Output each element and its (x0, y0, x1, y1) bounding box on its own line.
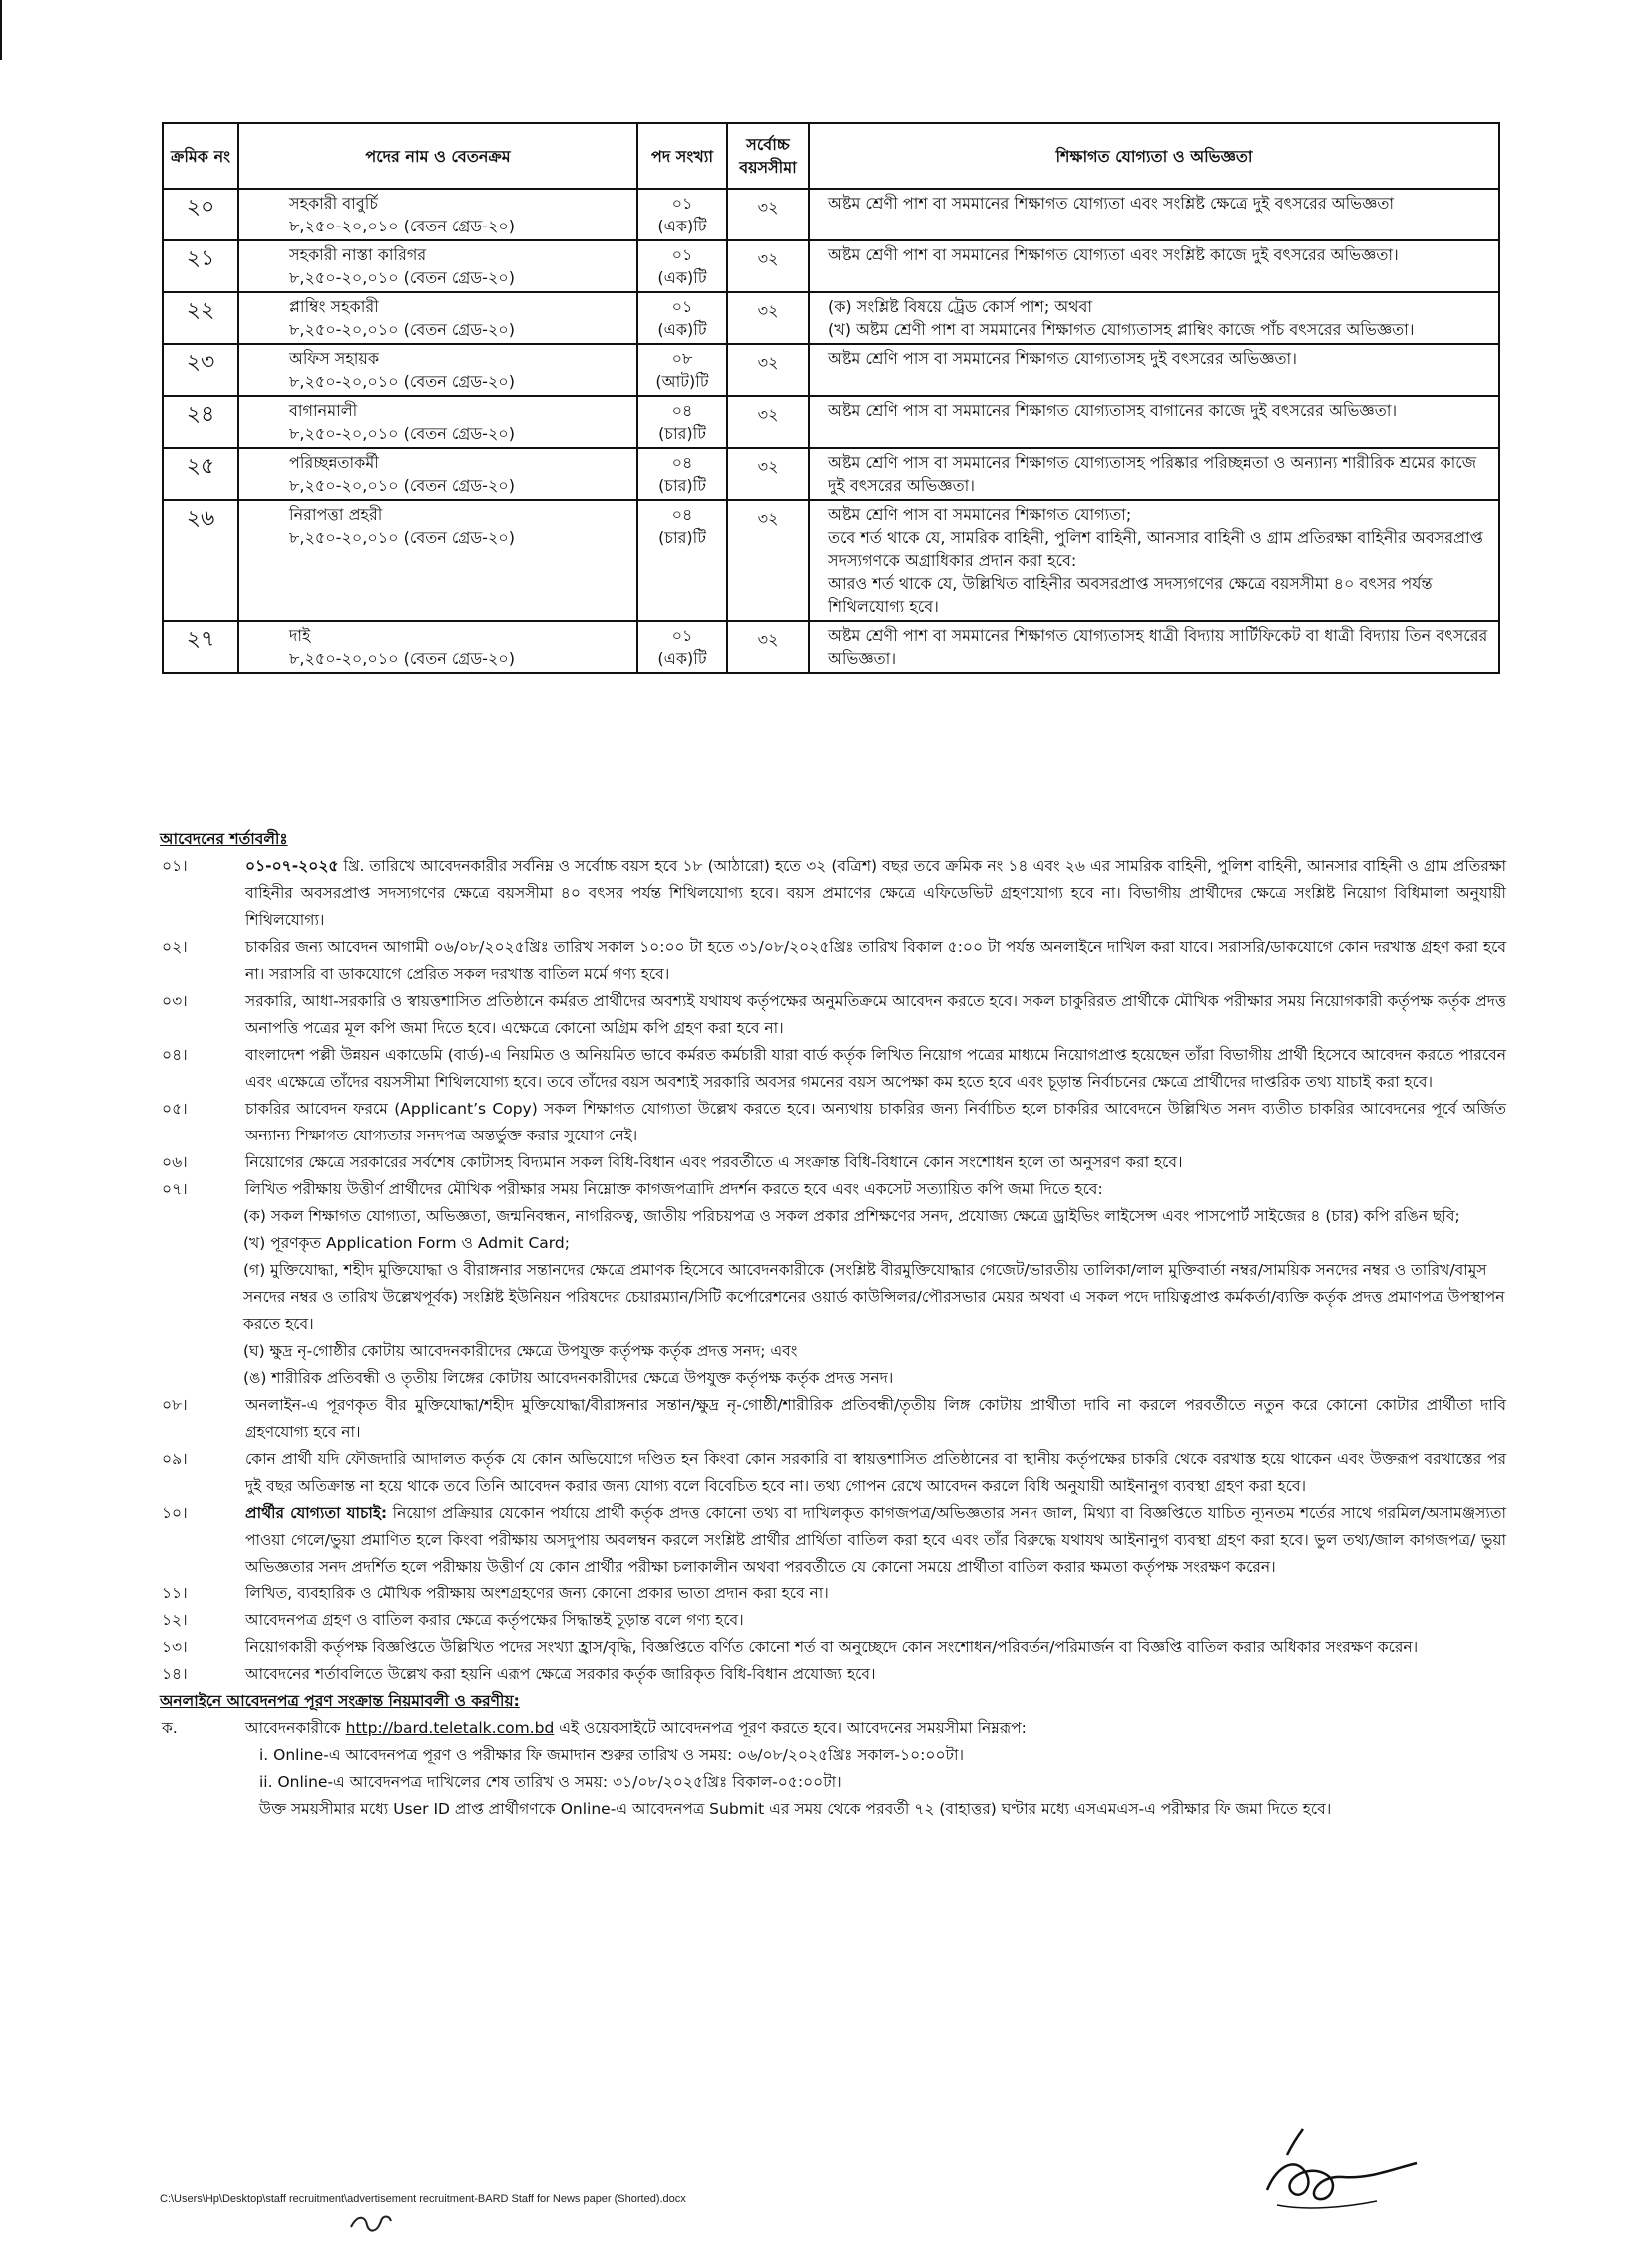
qualification-line: অষ্টম শ্রেণী পাশ বা সমমানের শিক্ষাগত যোগ্যতা এবং সংশ্লিষ্ট ক্ষেত্রে দুই বৎসরের অভিজ্ঞতা (828, 194, 1395, 213)
header-serial: ক্রমিক নং (163, 123, 238, 189)
row-count-cell (637, 344, 727, 396)
row-pay-scale: ৮,২৫০-২০,০১০ (বেতন গ্রেড-২০) (289, 649, 515, 668)
row-post-name: দাই (289, 626, 311, 645)
conditions-section (160, 826, 1506, 1823)
row-post-cell (238, 240, 637, 292)
condition-number: ১০। (162, 1504, 188, 1522)
row-serial: ২২ (163, 292, 238, 344)
row-post-cell (238, 396, 637, 448)
row-pay-scale: ৮,২৫০-২০,০১০ (বেতন গ্রেড-২০) (289, 372, 515, 391)
row-serial: ২৭ (163, 621, 238, 673)
row-post-name: অফিস সহায়ক (289, 349, 380, 368)
online-item-number: ক. (162, 1719, 178, 1737)
condition-item (160, 1096, 1506, 1149)
condition-body: খ্রি. তারিখে আবেদনকারীর সর্বনিম্ন ও সর্বোচ্চ বয়স হবে ১৮ (আঠারো) হতে ৩২ (বত্রিশ) বছর তবে ক্রমিক নং ১৪ এবং ২৬ এর সামরিক বাহিনী, পুলিশ বাহিনী, আনসার বাহিনী ও গ্রাম প্রতিরক্ষা বাহিনীর অবসরপ্রাপ্ত সদস্যগণের ক্ষেত্রে বয়সসীমা ৪০ বৎসর পর্যন্ত শিথিলযোগ্য হবে। বয়স প্রমাণের ক্ষেত্রে এফিডেভিট গ্রহণযোগ্য হবে না। বিভাগীয় প্রার্থীদের ক্ষেত্রে সংশ্লিষ্ট নিয়োগ বিধিমালা অনুযায়ী শিথিলযোগ্য। (245, 857, 1506, 929)
condition-number: ০৮। (162, 1396, 188, 1414)
row-count: ০১ (671, 245, 693, 264)
row-count-cell (637, 396, 727, 448)
row-qualification (809, 240, 1499, 292)
condition-body: চাকরির জন্য আবেদন আগামী ০৬/০৮/২০২৫খ্রিঃ তারিখ সকাল ১০:০০ টা হতে ৩১/০৮/২০২৫খ্রিঃ তারিখ বিকাল ৫:০০ টা পর্যন্ত অনলাইনে দাখিল করা যাবে। সরাসরি/ডাকযোগে কোন দরখাস্ত গ্রহণ করা হবে না। সরাসরি বা ডাকযোগে প্রেরিত সকল দরখাস্ত বাতিল মর্মে গণ্য হবে। (245, 938, 1506, 983)
condition-bold-lead: ০১-০৭-২০২৫ (245, 857, 339, 875)
condition-text (245, 853, 1506, 934)
condition-text (245, 1661, 1506, 1688)
online-title: অনলাইনে আবেদনপত্র পূরণ সংক্রান্ত নিয়মাবলী ও করণীয়: (160, 1692, 520, 1710)
row-post-cell (238, 621, 637, 673)
row-pay-scale: ৮,২৫০-২০,০১০ (বেতন গ্রেড-২০) (289, 476, 515, 495)
table-row (163, 448, 1499, 500)
condition-text (245, 1581, 1506, 1607)
condition-text (245, 1446, 1506, 1500)
qualification-line: অষ্টম শ্রেণি পাস বা সমমানের শিক্ষাগত যোগ্যতাসহ পরিষ্কার পরিচ্ছন্নতা ও অন্যান্য শারীরিক শ্রমের কাজে দুই বৎসরের অভিজ্ঞতা। (828, 453, 1477, 495)
online-line-ii: ii. Online-এ আবেদনপত্র দাখিলের শেষ তারিখ ও সময়: ৩১/০৮/২০২৫খ্রিঃ বিকাল-০৫:০০টা। (259, 1773, 842, 1791)
row-post-cell (238, 344, 637, 396)
row-max-age: ৩২ (727, 292, 809, 344)
condition-text (245, 1149, 1506, 1176)
condition-number: ০১। (162, 857, 188, 875)
row-qualification (809, 189, 1499, 240)
signature-image (1247, 2115, 1427, 2225)
online-item (160, 1715, 1506, 1742)
condition-item (160, 1446, 1506, 1500)
row-qualification (809, 621, 1499, 673)
online-item-text (245, 1715, 1506, 1742)
condition-body: লিখিত, ব্যবহারিক ও মৌখিক পরীক্ষায় অংশগ্রহণের জন্য কোনো প্রকার ভাতা প্রদান করা হবে না। (245, 1585, 829, 1602)
scan-edge-line (0, 0, 2, 60)
row-pay-scale: ৮,২৫০-২০,০১০ (বেতন গ্রেড-২০) (289, 320, 515, 339)
row-qualification (809, 500, 1499, 621)
condition-item (160, 1149, 1506, 1176)
row-serial: ২৪ (163, 396, 238, 448)
condition-body: আবেদনপত্র গ্রহণ ও বাতিল করার ক্ষেত্রে কর্তৃপক্ষের সিদ্ধান্তই চূড়ান্ত বলে গণ্য হবে। (245, 1611, 744, 1629)
table-row (163, 240, 1499, 292)
condition-text (245, 1392, 1506, 1446)
condition-07-subitem: (ক) সকল শিক্ষাগত যোগ্যতা, অভিজ্ঞতা, জন্মনিবন্ধন, নাগরিকত্ব, জাতীয় পরিচয়পত্র ও সকল প্রকার প্রশিক্ষণের সনদ, প্রযোজ্য ক্ষেত্রে ড্রাইভিং লাইসেন্স এবং পাসপোর্ট সাইজের ৪ (চার) কপি রঙিন ছবি; (243, 1207, 1460, 1225)
table-row (163, 500, 1499, 621)
condition-item (160, 988, 1506, 1042)
online-intro-before: আবেদনকারীকে (245, 1719, 346, 1737)
row-pay-scale: ৮,২৫০-২০,০১০ (বেতন গ্রেড-২০) (289, 268, 515, 287)
condition-body: নিয়োগের ক্ষেত্রে সরকারের সর্বশেষ কোটাসহ বিদ্যমান সকল বিধি-বিধান এবং পরবর্তীতে এ সংক্রান্ত বিধি-বিধানে কোন সংশোধন হলে তা অনুসরণ করা হবে। (245, 1153, 1183, 1171)
row-qualification (809, 292, 1499, 344)
condition-07-subitem: (খ) পূরণকৃত Application Form ও Admit Card; (243, 1234, 570, 1252)
qualification-line: অষ্টম শ্রেণি পাস বা সমমানের শিক্ষাগত যোগ্যতাসহ দুই বৎসরের অভিজ্ঞতা। (828, 349, 1297, 368)
condition-item (160, 934, 1506, 988)
qualification-line: অষ্টম শ্রেণী পাশ বা সমমানের শিক্ষাগত যোগ্যতা এবং সংশ্লিষ্ট কাজে দুই বৎসরের অভিজ্ঞতা। (828, 245, 1399, 264)
condition-item (160, 853, 1506, 934)
header-post-name: পদের নাম ও বেতনক্রম (238, 123, 637, 189)
row-count: ০৪ (671, 401, 693, 420)
row-serial: ২৩ (163, 344, 238, 396)
teletalk-link[interactable]: http://bard.teletalk.com.bd (345, 1719, 555, 1737)
header-qualification: শিক্ষাগত যোগ্যতা ও অভিজ্ঞতা (809, 123, 1499, 189)
row-count-cell (637, 448, 727, 500)
row-post-cell (238, 189, 637, 240)
table-header-row (163, 123, 1499, 189)
row-pay-scale: ৮,২৫০-২০,০১০ (বেতন গ্রেড-২০) (289, 424, 515, 443)
row-post-cell (238, 292, 637, 344)
qualification-line: (খ) অষ্টম শ্রেণী পাশ বা সমমানের শিক্ষাগত যোগ্যতাসহ প্লাম্বিং কাজে পাঁচ বৎসরের অভিজ্ঞতা। (828, 320, 1415, 339)
condition-number: ০৬। (162, 1153, 188, 1171)
qualification-line: অষ্টম শ্রেণি পাস বা সমমানের শিক্ষাগত যোগ্যতাসহ বাগানের কাজে দুই বৎসরের অভিজ্ঞতা। (828, 401, 1398, 420)
condition-item (160, 1392, 1506, 1446)
condition-body: কোন প্রার্থী যদি ফৌজদারি আদালত কর্তৃক যে কোন অভিযোগে দণ্ডিত হন কিংবা কোন সরকারি বা স্বায়ত্তশাসিত প্রতিষ্ঠানের বা স্থানীয় কর্তৃপক্ষের চাকরি থেকে বরখাস্ত হয়ে থাকেন এবং উক্তরূপ বরখাস্তের পর দুই বছর অতিক্রান্ত না হয়ে থাকে তবে তিনি আবেদন করার জন্য যোগ্য বলে বিবেচিত হবে না। তথ্য গোপন রেখে আবেদন করলে বিধি অনুযায়ী আইনানুগ ব্যবস্থা গ্রহণ করা হবে। (245, 1450, 1506, 1495)
condition-number: ০৫। (162, 1100, 188, 1118)
row-count-words: (এক)টি (657, 217, 707, 235)
condition-number: ০৪। (162, 1046, 188, 1064)
row-count-cell (637, 500, 727, 621)
condition-07-subitem: (ঙ) শারীরিক প্রতিবন্ধী ও তৃতীয় লিঙ্গের কোটায় আবেদনকারীদের ক্ষেত্রে উপযুক্ত কর্তৃপক্ষ কর্তৃক প্রদত্ত সনদ। (243, 1369, 894, 1387)
row-count-words: (চার)টি (658, 528, 706, 547)
condition-item (160, 1634, 1506, 1661)
table-row (163, 292, 1499, 344)
row-max-age: ৩২ (727, 448, 809, 500)
qualification-line: (ক) সংশ্লিষ্ট বিষয়ে ট্রেড কোর্স পাশ; অথবা (828, 297, 1093, 316)
row-count-words: (এক)টি (657, 649, 707, 668)
condition-body: সরকারি, আধা-সরকারি ও স্বায়ত্তশাসিত প্রতিষ্ঠানে কর্মরত প্রার্থীদের অবশ্যই যথাযথ কর্তৃপক্ষের অনুমতিক্রমে আবেদন করতে হবে। সকল চাকুরিরত প্রার্থীকে মৌখিক পরীক্ষার সময় নিয়োগকারী কর্তৃপক্ষ কর্তৃক প্রদত্ত অনাপত্তি পত্রের মূল কপি জমা দিতে হবে। এক্ষেত্রে কোনো অগ্রিম কপি গ্রহণ করা হবে না। (245, 992, 1506, 1037)
condition-item (160, 1661, 1506, 1688)
row-count-words: (এক)টি (657, 268, 707, 287)
condition-text (245, 1176, 1506, 1203)
row-post-cell (238, 448, 637, 500)
qualification-line: আরও শর্ত থাকে যে, উল্লিখিত বাহিনীর অবসরপ্রাপ্ত সদস্যগণের ক্ষেত্রে বয়সসীমা ৪০ বৎসর পর্যন্ত শিথিলযোগ্য হবে। (828, 574, 1433, 616)
online-line-i: i. Online-এ আবেদনপত্র পূরণ ও পরীক্ষার ফি জমাদান শুরুর তারিখ ও সময়: ০৬/০৮/২০২৫খ্রিঃ সকাল-১০:০০টা। (259, 1746, 965, 1764)
row-count: ০৮ (671, 349, 693, 368)
row-count-words: (এক)টি (657, 320, 707, 339)
row-post-cell (238, 500, 637, 621)
condition-item (160, 1581, 1506, 1607)
condition-number: ০৯। (162, 1450, 188, 1468)
table-row (163, 189, 1499, 240)
condition-body: নিয়োগকারী কর্তৃপক্ষ বিজ্ঞপ্তিতে উল্লিখিত পদের সংখ্যা হ্রাস/বৃদ্ধি, বিজ্ঞপ্তিতে বর্ণিত কোনো শর্ত বা অনুচ্ছেদে কোন সংশোধন/পরিবর্তন/পরিমার্জন বা বিজ্ঞপ্তি বাতিল করার অধিকার সংরক্ষণ করেন। (245, 1638, 1419, 1656)
conditions-list-continued (160, 1392, 1506, 1688)
file-path-footer: C:\Users\Hp\Desktop\staff recruitment\advertisement recruitment-BARD Staff for News paper (Shorted).docx (160, 2193, 686, 2205)
row-pay-scale: ৮,২৫০-২০,০১০ (বেতন গ্রেড-২০) (289, 217, 515, 235)
condition-body: বাংলাদেশ পল্লী উন্নয়ন একাডেমি (বার্ড)-এ নিয়মিত ও অনিয়মিত ভাবে কর্মরত কর্মচারী যারা বার্ড কর্তৃক লিখিত নিয়োগ পত্রের মাধ্যমে নিয়োগপ্রাপ্ত হয়েছেন তাঁরা বিভাগীয় প্রার্থী হিসেবে আবেদন করতে পারবেন এবং এক্ষেত্রে তাঁদের বয়সসীমা শিথিলযোগ্য হবে। তবে তাঁদের বয়স অবশ্যই সরকারি অবসর গমনের বয়স অপেক্ষা কম হতে হবে এবং চূড়ান্ত নির্বাচনের ক্ষেত্রে প্রার্থীদের দাপ্তরিক তথ্য যাচাই করা হবে। (245, 1046, 1506, 1091)
condition-text (245, 1096, 1506, 1149)
table-body (163, 189, 1499, 673)
row-count: ০৪ (671, 505, 693, 524)
condition-number: ০২। (162, 938, 188, 956)
condition-body: লিখিত পরীক্ষায় উত্তীর্ণ প্রার্থীদের মৌখিক পরীক্ষার সময় নিম্নোক্ত কাগজপত্রাদি প্রদর্শন করতে হবে এবং একসেট সত্যায়িত কপি জমা দিতে হবে: (245, 1180, 1103, 1198)
condition-item (160, 1042, 1506, 1096)
row-pay-scale: ৮,২৫০-২০,০১০ (বেতন গ্রেড-২০) (289, 528, 515, 547)
condition-text (245, 1634, 1506, 1661)
row-count-cell (637, 240, 727, 292)
row-post-name: প্লাম্বিং সহকারী (289, 297, 379, 316)
condition-number: ১৩। (162, 1638, 188, 1656)
condition-body: চাকরির আবেদন ফরমে (Applicant’s Copy) সকল শিক্ষাগত যোগ্যতা উল্লেখ করতে হবে। অন্যথায় চাকরির জন্য নির্বাচিত হলে চাকরির আবেদনে উল্লিখিত সনদ ব্যতীত চাকরির আবেদনের পূর্বে অর্জিত অন্যান্য শিক্ষাগত যোগ্যতার সনদপত্র অন্তর্ভুক্ত করার সুযোগ নেই। (245, 1100, 1506, 1144)
condition-number: ১১। (162, 1585, 188, 1602)
row-serial: ২০ (163, 189, 238, 240)
condition-text (245, 1500, 1506, 1581)
row-post-name: পরিচ্ছন্নতাকর্মী (289, 453, 379, 472)
condition-text (245, 1607, 1506, 1634)
posts-table (162, 122, 1500, 674)
qualification-line: অষ্টম শ্রেণী পাশ বা সমমানের শিক্ষাগত যোগ্যতাসহ ধাত্রী বিদ্যায় সার্টিফিকেট বা ধাত্রী বিদ্যায় তিন বৎসরের অভিজ্ঞতা। (828, 626, 1488, 668)
condition-body: অনলাইন-এ পূরণকৃত বীর মুক্তিযোদ্ধা/শহীদ মুক্তিযোদ্ধা/বীরাঙ্গনার সন্তান/ক্ষুদ্র নৃ-গোষ্ঠী/শারীরিক প্রতিবন্ধী/তৃতীয় লিঙ্গ কোটায় প্রার্থীতা দাবি না করলে পরবর্তীতে নতুন করে কোনো কোটার প্রার্থীতা দাবি গ্রহণযোগ্য হবে না। (245, 1396, 1506, 1441)
row-max-age: ৩২ (727, 344, 809, 396)
conditions-list (160, 853, 1506, 1203)
row-qualification (809, 448, 1499, 500)
qualification-line: অষ্টম শ্রেণি পাস বা সমমানের শিক্ষাগত যোগ্যতা; (828, 505, 1132, 524)
table-row (163, 344, 1499, 396)
row-post-name: সহকারী নাস্তা কারিগর (289, 245, 427, 264)
row-count-cell (637, 189, 727, 240)
condition-text (245, 1042, 1506, 1096)
row-count: ০৪ (671, 453, 693, 472)
condition-item (160, 1176, 1506, 1203)
row-count-words: (আট)টি (655, 372, 709, 391)
row-serial: ২১ (163, 240, 238, 292)
row-qualification (809, 344, 1499, 396)
conditions-title: আবেদনের শর্তাবলীঃ (160, 830, 288, 848)
row-count-cell (637, 621, 727, 673)
condition-text (245, 988, 1506, 1042)
condition-number: ০৩। (162, 992, 188, 1010)
row-max-age: ৩২ (727, 240, 809, 292)
condition-number: ১৪। (162, 1665, 188, 1683)
condition-body: আবেদনের শর্তাবলিতে উল্লেখ করা হয়নি এরূপ ক্ষেত্রে সরকার কর্তৃক জারিকৃত বিধি-বিধান প্রযোজ্য হবে। (245, 1665, 876, 1683)
row-max-age: ৩২ (727, 621, 809, 673)
row-serial: ২৬ (163, 500, 238, 621)
row-qualification (809, 396, 1499, 448)
row-count: ০১ (671, 194, 693, 213)
row-serial: ২৫ (163, 448, 238, 500)
row-max-age: ৩২ (727, 396, 809, 448)
header-post-count: পদ সংখ্যা (637, 123, 727, 189)
row-count-cell (637, 292, 727, 344)
row-count: ০১ (671, 297, 693, 316)
row-max-age: ৩২ (727, 189, 809, 240)
condition-text (245, 934, 1506, 988)
header-max-age: সর্বোচ্চ বয়সসীমা (727, 123, 809, 189)
row-post-name: নিরাপত্তা প্রহরী (289, 505, 383, 524)
condition-number: ০৭। (162, 1180, 188, 1198)
row-post-name: সহকারী বাবুর্চি (289, 194, 378, 213)
row-count-words: (চার)টি (658, 424, 706, 443)
row-count-words: (চার)টি (658, 476, 706, 495)
condition-item (160, 1500, 1506, 1581)
table-row (163, 396, 1499, 448)
condition-07-subitem: (ঘ) ক্ষুদ্র নৃ-গোষ্ঠীর কোটায় আবেদনকারীদের ক্ষেত্রে উপযুক্ত কর্তৃপক্ষ কর্তৃক প্রদত্ত সনদ; এবং (243, 1342, 798, 1360)
condition-07-subitem: (গ) মুক্তিযোদ্ধা, শহীদ মুক্তিযোদ্ধা ও বীরাঙ্গনার সন্তানদের ক্ষেত্রে প্রমাণক হিসেবে আবেদনকারীকে (সংশ্লিষ্ট বীরমুক্তিযোদ্ধার গেজেট/ভারতীয় তালিকা/লাল মুক্তিবার্তা নম্বর/সাময়িক সনদের নম্বর ও তারিখ/বামুস সনদের নম্বর ও তারিখ উল্লেখপূর্বক) সংশ্লিষ্ট ইউনিয়ন পরিষদের চেয়ারম্যান/সিটি কর্পোরেশনের ওয়ার্ড কাউন্সিলর/পৌরসভার মেয়র অথবা এ সকল পদে দায়িত্বপ্রাপ্ত কর্মকর্তা/ব্যক্তি কর্তৃক প্রদত্ত প্রমাণপত্র উপস্থাপন করতে হবে। (243, 1261, 1505, 1333)
page-number-mark (347, 2207, 397, 2237)
online-intro-after: এই ওয়েবসাইটে আবেদনপত্র পূরণ করতে হবে। আবেদনের সময়সীমা নিম্নরূপ: (554, 1719, 1027, 1737)
qualification-line: তবে শর্ত থাকে যে, সামরিক বাহিনী, পুলিশ বাহিনী, আনসার বাহিনী ও গ্রাম প্রতিরক্ষা বাহিনীর অবসরপ্রাপ্ত সদস্যগণকে অগ্রাধিকার প্রদান করা হবে: (828, 528, 1483, 570)
condition-body: নিয়োগ প্রক্রিয়ার যেকোন পর্যায়ে প্রার্থী কর্তৃক প্রদত্ত কোনো তথ্য বা দাখিলকৃত কাগজপত্র/অভিজ্ঞতার সনদ জাল, মিথ্যা বা বিজ্ঞপ্তিতে যাচিত ন্যূনতম শর্তের সাথে গরমিল/অসামঞ্জস্যতা পাওয়া গেলে/ভুয়া প্রমাণিত হলে কিংবা পরীক্ষায় অসদুপায় অবলম্বন করলে সংশ্লিষ্ট প্রার্থীর প্রার্থিতা বাতিল করা হবে এবং তাঁর বিরুদ্ধে যথাযথ আইনানুগ ব্যবস্থা গ্রহণ করা হবে। ভুল তথ্য/জাল কাগজপত্র/ ভুয়া অভিজ্ঞতার সনদ প্রদর্শিত হলে পরীক্ষায় উত্তীর্ণ যে কোন প্রার্থীর পরীক্ষা চলাকালীন অথবা পরবর্তীতে যে কোনো সময়ে প্রার্থীতা বাতিল করার ক্ষমতা কর্তৃপক্ষ সংরক্ষণ করেন। (245, 1504, 1506, 1576)
table-row (163, 621, 1499, 673)
row-post-name: বাগানমালী (289, 401, 358, 420)
condition-bold-lead: প্রার্থীর যোগ্যতা যাচাই: (245, 1504, 388, 1522)
row-count: ০১ (671, 626, 693, 645)
conditions-07-sublist (160, 1203, 1506, 1392)
condition-number: ১২। (162, 1611, 188, 1629)
row-max-age: ৩২ (727, 500, 809, 621)
online-note: উক্ত সময়সীমার মধ্যে User ID প্রাপ্ত প্রার্থীগণকে Online-এ আবেদনপত্র Submit এর সময় থেকে পরবর্তী ৭২ (বাহাত্তর) ঘণ্টার মধ্যে এসএমএস-এ পরীক্ষার ফি জমা দিতে হবে। (259, 1800, 1332, 1818)
condition-item (160, 1607, 1506, 1634)
